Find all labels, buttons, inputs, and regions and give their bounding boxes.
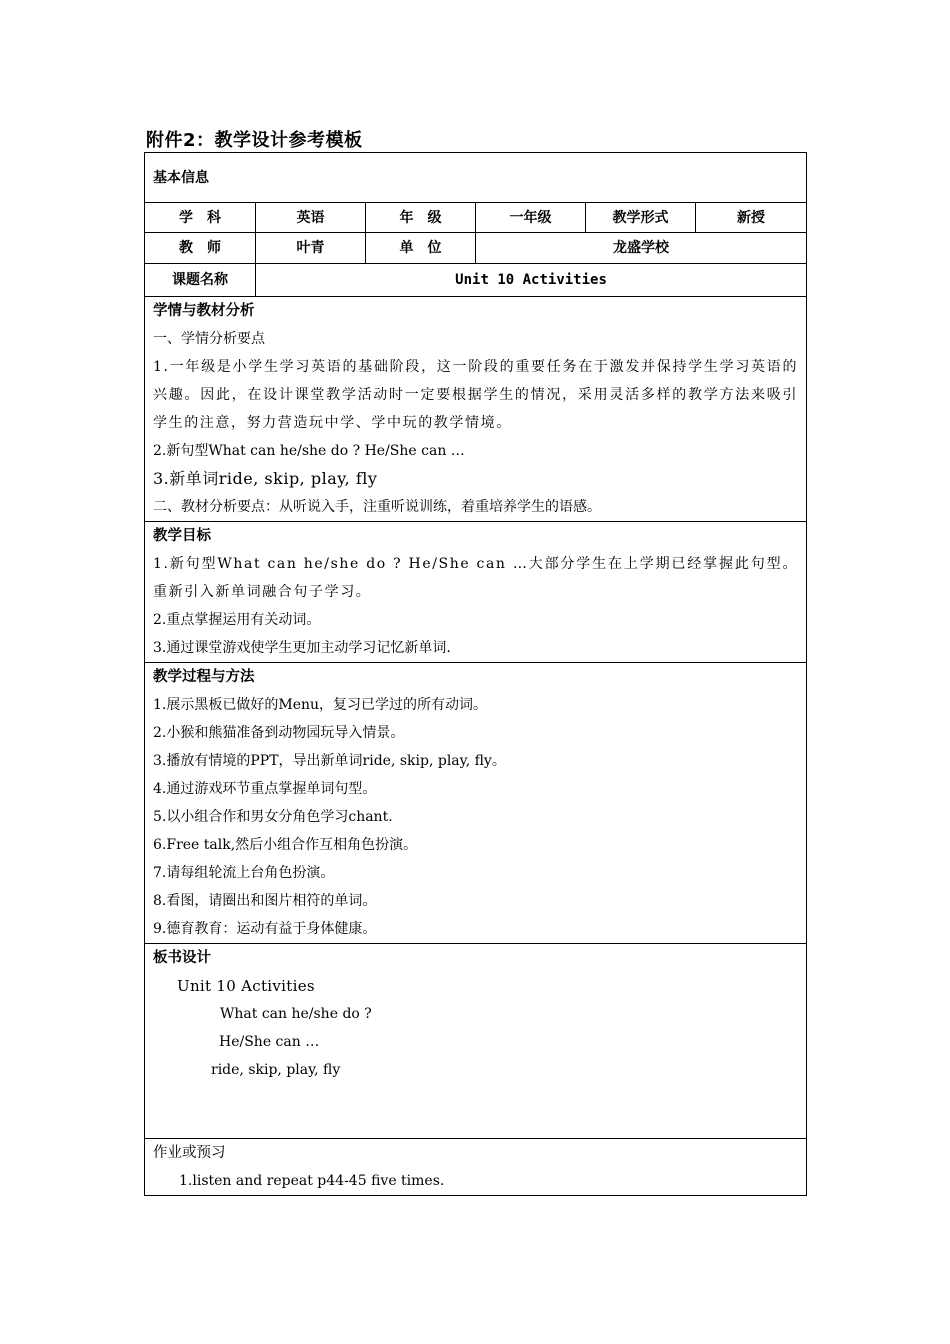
analysis-header: 学情与教材分析 — [153, 303, 255, 319]
analysis-sub1: 一、学情分析要点 — [153, 331, 265, 347]
homework-line: 1.listen and repeat p44-45 five times. — [179, 1173, 445, 1189]
page-title: 附件2：教学设计参考模板 — [146, 130, 363, 151]
teacher-value: 叶青 — [256, 233, 366, 264]
process-item: 3.播放有情境的PPT，导出新单词ride, skip, play, fly。 — [153, 753, 506, 769]
grade-value: 一年级 — [476, 203, 586, 233]
analysis-item2: 2.新句型What can he/she do ? He/She can … — [153, 443, 465, 459]
goals-section — [145, 522, 807, 663]
process-section — [145, 663, 807, 944]
subject-value: 英语 — [256, 203, 366, 233]
analysis-para1: 1.一年级是小学生学习英语的基础阶段，这一阶段的重要任务在于激发并保持学生学习英语的兴趣。因此，在设计课堂教学活动时一定要根据学生的情况，采用灵活多样的教学方法来吸引学生的注意，努力营造玩中学、学中玩的教学情境。 — [153, 359, 799, 431]
teacher-label: 教 师 — [145, 233, 256, 264]
analysis-section — [145, 297, 807, 522]
goals-header: 教学目标 — [153, 528, 211, 544]
analysis-sub2: 二、教材分析要点：从听说入手，注重听说训练，着重培养学生的语感。 — [153, 499, 601, 515]
board-header: 板书设计 — [153, 950, 211, 966]
analysis-item3: 3.新单词ride, skip, play, fly — [153, 469, 378, 488]
process-item: 6.Free talk,然后小组合作互相角色扮演。 — [153, 837, 418, 853]
school-value: 龙盛学校 — [476, 233, 807, 264]
board-line-answer: He/She can … — [219, 1034, 320, 1050]
process-header: 教学过程与方法 — [153, 669, 255, 685]
board-line-words: ride, skip, play, fly — [211, 1062, 341, 1078]
subject-label: 学 科 — [145, 203, 256, 233]
grade-label: 年 级 — [366, 203, 476, 233]
process-item: 1.展示黑板已做好的Menu，复习已学过的所有动词。 — [153, 697, 488, 713]
homework-header: 作业或预习 — [153, 1145, 226, 1161]
form-value: 新授 — [696, 203, 807, 233]
form-label: 教学形式 — [586, 203, 696, 233]
goals-item3: 3.通过课堂游戏使学生更加主动学习记忆新单词. — [153, 640, 451, 656]
process-item: 2.小猴和熊猫准备到动物园玩导入情景。 — [153, 725, 405, 741]
board-section — [145, 944, 807, 1139]
topic-value: Unit 10 Activities — [256, 264, 807, 297]
board-line-question: What can he/she do ? — [220, 1006, 372, 1022]
process-item: 4.通过游戏环节重点掌握单词句型。 — [153, 781, 377, 797]
process-item: 7.请每组轮流上台角色扮演。 — [153, 865, 335, 881]
board-line-title: Unit 10 Activities — [177, 977, 315, 995]
basic-info-header: 基本信息 — [145, 153, 807, 203]
goals-item1: 1.新句型What can he/she do ? He/She can …大部分学生在上学期已经掌握此句型。重新引入新单词融合句子学习。 — [153, 556, 799, 600]
process-item: 9.德育教育：运动有益于身体健康。 — [153, 921, 377, 937]
topic-label: 课题名称 — [145, 264, 256, 297]
lesson-plan-table — [144, 152, 807, 1196]
goals-item2: 2.重点掌握运用有关动词。 — [153, 612, 321, 628]
process-item: 5.以小组合作和男女分角色学习chant. — [153, 809, 393, 825]
homework-section — [145, 1139, 807, 1196]
school-label: 单 位 — [366, 233, 476, 264]
process-item: 8.看图，请圈出和图片相符的单词。 — [153, 893, 377, 909]
